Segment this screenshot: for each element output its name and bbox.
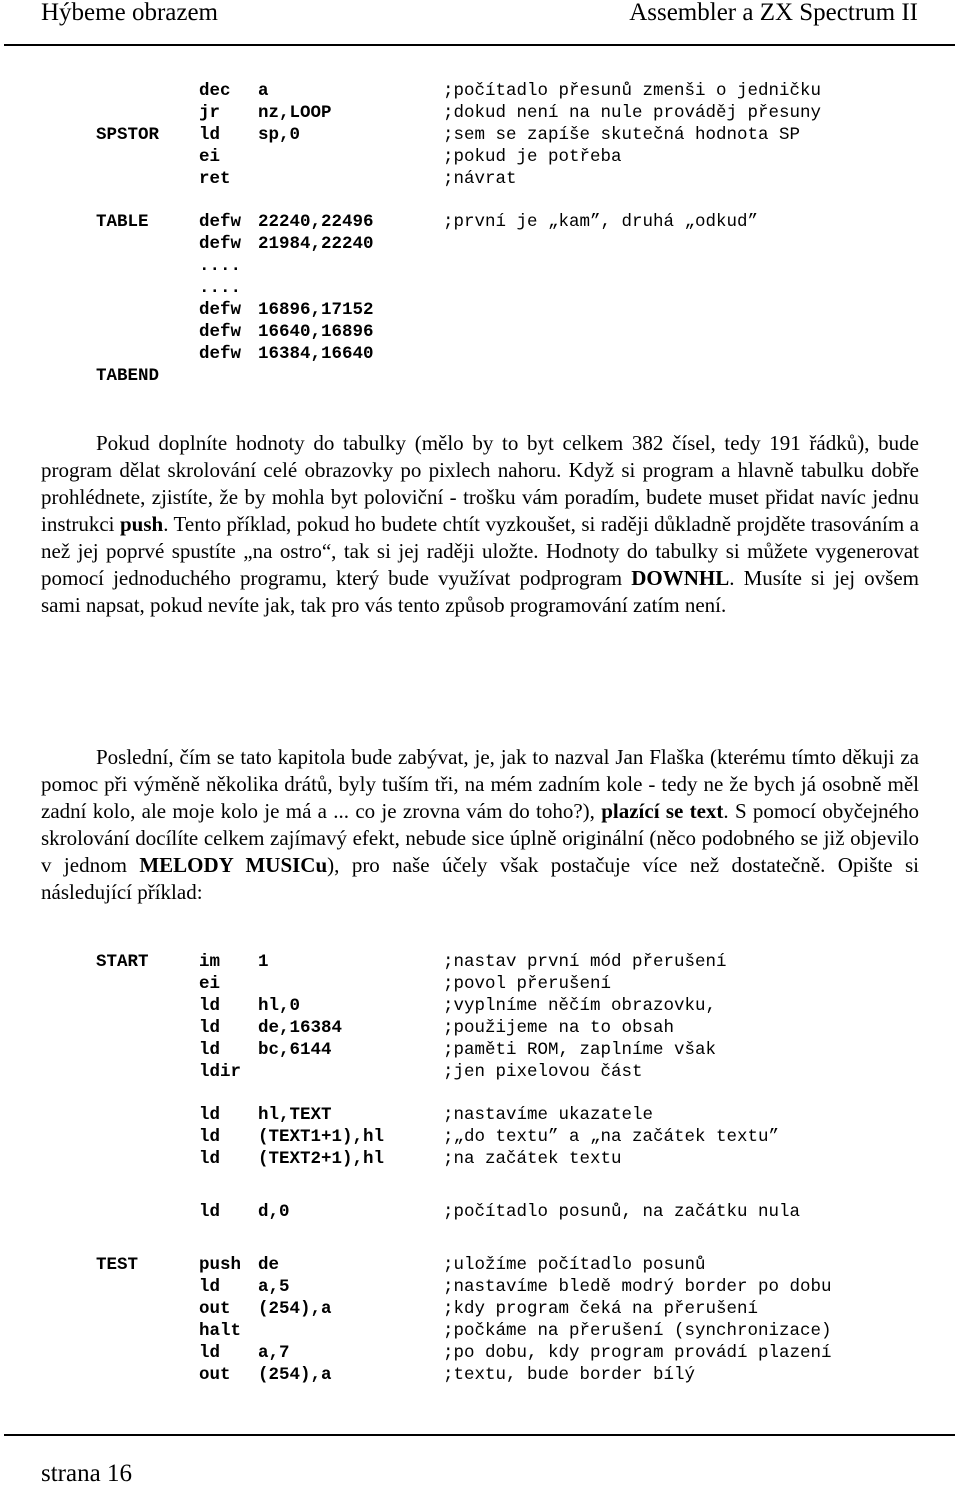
code-mnemonic: out (199, 1365, 231, 1385)
code-mnemonic: ld (199, 125, 221, 145)
code-line (0, 343, 960, 365)
code-operand: hl,TEXT (258, 1105, 332, 1125)
code-mnemonic: ld (199, 1127, 221, 1147)
code-line (0, 1017, 960, 1039)
code-operand: (TEXT1+1),hl (258, 1127, 385, 1147)
code-mnemonic: ld (199, 1202, 221, 1222)
code-block-2 (0, 951, 960, 1386)
code-line (0, 1276, 960, 1298)
code-comment: ;počítadlo posunů, na začátku nula (443, 1202, 801, 1222)
code-line (0, 1254, 960, 1276)
code-mnemonic: ei (199, 974, 221, 994)
code-mnemonic: ld (199, 1040, 221, 1060)
code-comment: ;textu, bude border bílý (443, 1365, 696, 1385)
code-line (0, 973, 960, 995)
paragraph-text: Pokud doplníte hodnoty do tabulky (mělo by to byt celkem 382 čísel, tedy 191 řádků), bude program dělat skrolování celé obrazovky po pixlech nahoru. Když si program a hlavně tabulku dobře prohlédnete, zjistíte, že by mohla byt poloviční - trošku vám poradím, budete muset přidat navíc jednu instrukci (41, 431, 919, 536)
paragraph-bold: plazící se text (601, 799, 724, 823)
code-mnemonic: defw (199, 212, 242, 232)
code-label: TEST (96, 1255, 139, 1275)
code-line (0, 1148, 960, 1170)
code-mnemonic: dec (199, 81, 231, 101)
code-operand: nz,LOOP (258, 103, 332, 123)
code-operand: 16640,16896 (258, 322, 374, 342)
code-mnemonic: defw (199, 234, 242, 254)
code-comment: ;uložíme počítadlo posunů (443, 1255, 706, 1275)
code-line (0, 146, 960, 168)
code-mnemonic: ld (199, 1277, 221, 1297)
paragraph-text: . S pomocí obyčejného skrolování docílíte celkem zajímavý efekt, nebude sice úplně originální (něco podobného se již objevilo v jednom (41, 799, 919, 877)
code-line (0, 168, 960, 190)
paragraph-text: Poslední, čím se tato kapitola bude zabývat, je, jak to nazval Jan Flaška (kterému tímto děkuji za pomoc při výměně několika drátů, byly tuším tři, na mém zadním kole - tedy ne že bych já osobně měl zadní kolo, ale moje kolo je má a ... co je zrovna vám do toho?), (41, 745, 919, 823)
code-operand: 16896,17152 (258, 300, 374, 320)
code-comment: ;použijeme na to obsah (443, 1018, 675, 1038)
code-comment: ;nastav první mód přerušení (443, 952, 727, 972)
code-comment: ;pokud je potřeba (443, 147, 622, 167)
code-label: TABEND (96, 366, 160, 386)
code-block-1 (0, 80, 960, 387)
code-mnemonic: defw (199, 344, 242, 364)
code-line (0, 1320, 960, 1342)
code-mnemonic: out (199, 1299, 231, 1319)
code-line (0, 299, 960, 321)
paragraph-text: . Musíte si jej ovšem sami napsat, pokud nevíte jak, tak pro vás tento způsob programování zatím není. (41, 566, 919, 617)
code-comment: ;kdy program čeká na přerušení (443, 1299, 759, 1319)
code-operand: de,16384 (258, 1018, 343, 1038)
body-paragraph-1 (41, 430, 919, 619)
paragraph-bold: MELODY MUSICu (139, 853, 328, 877)
code-mnemonic: ld (199, 1105, 221, 1125)
code-line (0, 1364, 960, 1386)
code-mnemonic: ld (199, 1018, 221, 1038)
code-line (0, 102, 960, 124)
code-operand: 22240,22496 (258, 212, 374, 232)
code-mnemonic: .... (199, 256, 242, 276)
code-operand: (TEXT2+1),hl (258, 1149, 385, 1169)
code-label: START (96, 952, 149, 972)
code-mnemonic: push (199, 1255, 242, 1275)
code-line (0, 277, 960, 299)
code-mnemonic: jr (199, 103, 221, 123)
page-header (0, 0, 960, 46)
code-operand: de (258, 1255, 280, 1275)
code-line (0, 255, 960, 277)
header-title-right: Assembler a ZX Spectrum II (629, 0, 918, 26)
header-rule (4, 44, 955, 46)
code-mnemonic: ei (199, 147, 221, 167)
code-mnemonic: halt (199, 1321, 242, 1341)
code-line (0, 80, 960, 102)
code-mnemonic: ld (199, 1149, 221, 1169)
code-mnemonic: .... (199, 278, 242, 298)
code-comment: ;povol přerušení (443, 974, 612, 994)
code-operand: 16384,16640 (258, 344, 374, 364)
code-line (0, 233, 960, 255)
code-comment: ;vyplníme něčím obrazovku, (443, 996, 717, 1016)
header-title-left: Hýbeme obrazem (41, 0, 219, 26)
code-operand: 21984,22240 (258, 234, 374, 254)
code-comment: ;nastavíme bledě modrý border po dobu (443, 1277, 832, 1297)
code-comment: ;„do textu” a „na začátek textu” (443, 1127, 780, 1147)
code-line (0, 951, 960, 973)
code-mnemonic: ld (199, 1343, 221, 1363)
code-label: SPSTOR (96, 125, 160, 145)
code-mnemonic: ret (199, 169, 231, 189)
code-line (0, 365, 960, 387)
code-comment: ;nastavíme ukazatele (443, 1105, 654, 1125)
code-line (0, 124, 960, 146)
code-comment: ;paměti ROM, zaplníme však (443, 1040, 717, 1060)
code-line (0, 1298, 960, 1320)
code-operand: hl,0 (258, 996, 301, 1016)
body-paragraph-2 (41, 744, 919, 906)
code-line (0, 1201, 960, 1223)
code-comment: ;dokud není na nule prováděj přesuny (443, 103, 822, 123)
code-mnemonic: ldir (199, 1062, 242, 1082)
code-mnemonic: im (199, 952, 221, 972)
paragraph-bold: push (119, 512, 164, 536)
code-comment: ;návrat (443, 169, 517, 189)
code-comment: ;první je „kam”, druhá „odkud” (443, 212, 759, 232)
code-operand: sp,0 (258, 125, 301, 145)
code-operand: bc,6144 (258, 1040, 332, 1060)
code-operand: (254),a (258, 1365, 332, 1385)
footer-rule (4, 1434, 955, 1436)
code-mnemonic: defw (199, 300, 242, 320)
code-spacer (0, 1170, 960, 1201)
code-comment: ;jen pixelovou část (443, 1062, 643, 1082)
code-mnemonic: defw (199, 322, 242, 342)
code-comment: ;počítadlo přesunů zmenši o jedničku (443, 81, 822, 101)
code-line (0, 1126, 960, 1148)
code-spacer (0, 1223, 960, 1254)
page-number: strana 16 (41, 1460, 132, 1487)
code-line (0, 1342, 960, 1364)
code-comment: ;na začátek textu (443, 1149, 622, 1169)
code-line (0, 321, 960, 343)
code-operand: a,7 (258, 1343, 290, 1363)
code-label: TABLE (96, 212, 149, 232)
code-operand: 1 (258, 952, 269, 972)
code-operand: (254),a (258, 1299, 332, 1319)
paragraph-text: ), pro naše účely však postačuje více než dostatečně. Opište si následující příklad: (41, 853, 919, 904)
code-line (0, 1104, 960, 1126)
code-line (0, 1039, 960, 1061)
code-operand: a,5 (258, 1277, 290, 1297)
code-spacer (0, 190, 960, 211)
code-spacer (0, 1083, 960, 1104)
paragraph-text: . Tento příklad, pokud ho budete chtít vyzkoušet, si raději důkladně projděte trasováním a než jej poprvé spustíte „na ostro“, tak si jej raději uložte. Hodnoty do tabulky si můžete vygenerovat pomocí jednoduchého programu, který bude využívat podprogram (41, 512, 919, 590)
code-mnemonic: ld (199, 996, 221, 1016)
code-operand: a (258, 81, 269, 101)
code-comment: ;po dobu, kdy program provádí plazení (443, 1343, 832, 1363)
code-line (0, 1061, 960, 1083)
code-comment: ;počkáme na přerušení (synchronizace) (443, 1321, 832, 1341)
code-line (0, 995, 960, 1017)
code-line (0, 211, 960, 233)
code-operand: d,0 (258, 1202, 290, 1222)
paragraph-bold: DOWNHL (631, 566, 730, 590)
code-comment: ;sem se zapíše skutečná hodnota SP (443, 125, 801, 145)
